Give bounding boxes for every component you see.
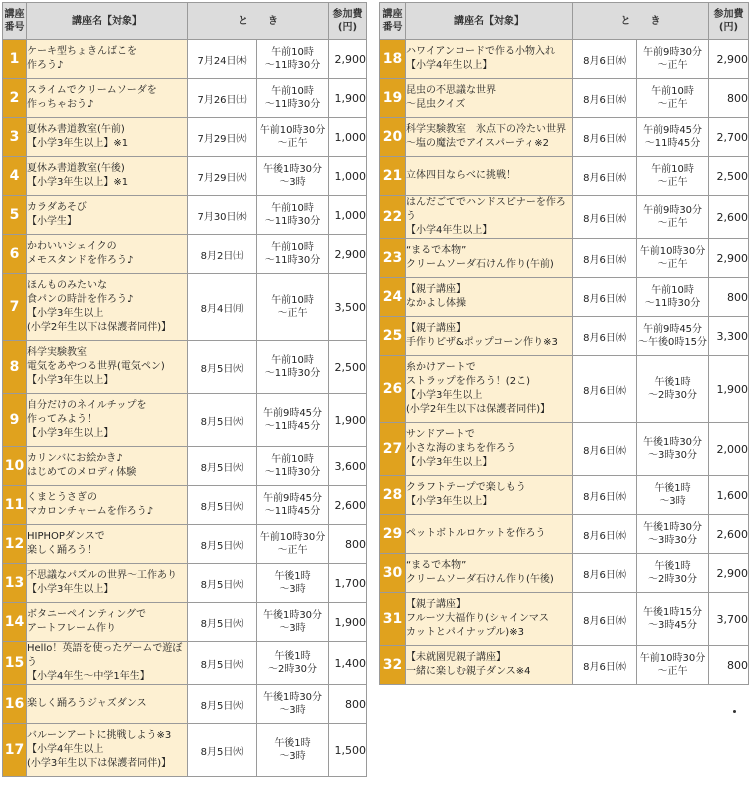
course-number: 25 — [380, 317, 406, 356]
course-date: 8月6日㈬ — [573, 79, 637, 118]
course-date: 8月5日㈫ — [188, 603, 257, 642]
course-fee: 3,700 — [709, 593, 749, 646]
course-time: 午前9時30分 ～正午 — [637, 40, 709, 79]
course-time: 午後1時30分 ～3時 — [257, 685, 329, 724]
course-row — [380, 646, 749, 685]
course-title: ほんものみたいな 食パンの時計を作ろう♪ 【小学3年生以上 (小学2年生以下は保護者同伴)】 — [27, 274, 188, 341]
course-fee: 2,900 — [709, 554, 749, 593]
course-title: 夏休み書道教室(午後) 【小学3年生以上】※1 — [27, 157, 188, 196]
header-row — [380, 3, 749, 40]
course-time: 午前9時45分 ～11時45分 — [257, 394, 329, 447]
course-date: 7月26日㈯ — [188, 79, 257, 118]
course-number: 10 — [3, 447, 27, 486]
course-date: 8月2日㈯ — [188, 235, 257, 274]
course-time: 午前10時30分 ～正午 — [257, 525, 329, 564]
course-title: ボタニーペインティングで アートフレーム作り — [27, 603, 188, 642]
course-date: 8月4日㈪ — [188, 274, 257, 341]
course-number: 27 — [380, 423, 406, 476]
course-number: 32 — [380, 646, 406, 685]
course-fee: 1,000 — [329, 118, 367, 157]
course-number: 8 — [3, 341, 27, 394]
course-fee: 1,600 — [709, 476, 749, 515]
course-fee: 1,000 — [329, 157, 367, 196]
course-time: 午後1時30分 ～3時30分 — [637, 515, 709, 554]
course-time: 午前10時 ～11時30分 — [257, 235, 329, 274]
course-row — [380, 196, 749, 239]
course-title: 不思議なパズルの世界～工作あり 【小学3年生以上】 — [27, 564, 188, 603]
course-number: 1 — [3, 40, 27, 79]
course-title: クラフトテープで楽しもう 【小学3年生以上】 — [406, 476, 573, 515]
header-row — [3, 3, 367, 40]
course-number: 31 — [380, 593, 406, 646]
course-date: 8月6日㈬ — [573, 476, 637, 515]
course-number: 29 — [380, 515, 406, 554]
course-title: 科学実験教室 氷点下の冷たい世界 ～塩の魔法でアイスパーティ※2 — [406, 118, 573, 157]
course-date: 8月5日㈫ — [188, 642, 257, 685]
course-row — [380, 79, 749, 118]
course-number: 24 — [380, 278, 406, 317]
course-title: “まるで本物” クリームソーダ石けん作り(午後) — [406, 554, 573, 593]
course-time: 午前10時 ～11時30分 — [637, 278, 709, 317]
course-date: 8月5日㈫ — [188, 486, 257, 525]
course-row — [3, 196, 367, 235]
course-date: 8月6日㈬ — [573, 196, 637, 239]
header-course: 講座名【対象】 — [27, 3, 188, 40]
course-row — [3, 341, 367, 394]
course-time: 午前10時 ～正午 — [637, 157, 709, 196]
course-row — [3, 525, 367, 564]
course-title: バルーンアートに挑戦しよう※3 【小学4年生以上 (小学3年生以下は保護者同伴)】 — [27, 724, 188, 777]
course-number: 14 — [3, 603, 27, 642]
course-date: 7月24日㈭ — [188, 40, 257, 79]
course-date: 8月5日㈫ — [188, 724, 257, 777]
course-title: HIPHOPダンスで 楽しく踊ろう！ — [27, 525, 188, 564]
course-row — [3, 564, 367, 603]
course-time: 午前10時30分 ～正午 — [637, 239, 709, 278]
course-time: 午後1時 ～3時 — [257, 564, 329, 603]
course-title: カラダあそび 【小学生】 — [27, 196, 188, 235]
course-row — [380, 157, 749, 196]
course-number: 5 — [3, 196, 27, 235]
course-title: Hello！英語を使ったゲームで遊ぼう 【小学4年生～中学1年生】 — [27, 642, 188, 685]
course-row — [380, 317, 749, 356]
course-time: 午後1時 ～3時 — [637, 476, 709, 515]
course-title: ハワイアンコードで作る小物入れ 【小学4年生以上】 — [406, 40, 573, 79]
course-row — [380, 118, 749, 157]
course-date: 7月29日㈫ — [188, 118, 257, 157]
course-row — [3, 447, 367, 486]
course-time: 午後1時15分 ～3時45分 — [637, 593, 709, 646]
header-number: 講座 番号 — [380, 3, 406, 40]
course-time: 午後1時30分 ～3時 — [257, 603, 329, 642]
header-when: と き — [573, 3, 709, 40]
header-fee: 参加費 (円) — [329, 3, 367, 40]
course-row — [3, 724, 367, 777]
course-fee: 2,000 — [709, 423, 749, 476]
course-date: 8月5日㈫ — [188, 341, 257, 394]
course-title: ケーキ型ちょきんばこを 作ろう♪ — [27, 40, 188, 79]
course-fee: 1,700 — [329, 564, 367, 603]
course-row — [380, 278, 749, 317]
course-row — [380, 593, 749, 646]
course-row — [3, 118, 367, 157]
course-title: 立体四目ならべに挑戦！ — [406, 157, 573, 196]
course-title: はんだごてでハンドスピナーを作ろう 【小学4年生以上】 — [406, 196, 573, 239]
course-fee: 2,900 — [709, 40, 749, 79]
course-time: 午前10時30分 ～正午 — [637, 646, 709, 685]
course-number: 13 — [3, 564, 27, 603]
course-time: 午前10時 ～正午 — [257, 274, 329, 341]
course-time: 午前10時 ～11時30分 — [257, 196, 329, 235]
course-fee: 3,300 — [709, 317, 749, 356]
course-title: “まるで本物” クリームソーダ石けん作り(午前) — [406, 239, 573, 278]
header-course: 講座名【対象】 — [406, 3, 573, 40]
course-date: 8月6日㈬ — [573, 40, 637, 79]
course-title: かわいいシェイクの メモスタンドを作ろう♪ — [27, 235, 188, 274]
course-fee: 3,600 — [329, 447, 367, 486]
course-rows-left — [3, 40, 367, 777]
course-title: サンドアートで 小さな海のまちを作ろう 【小学3年生以上】 — [406, 423, 573, 476]
course-title: カリンバにお絵かき♪ はじめてのメロディ体験 — [27, 447, 188, 486]
course-date: 8月6日㈬ — [573, 278, 637, 317]
course-row — [380, 476, 749, 515]
course-title: ペットボトルロケットを作ろう — [406, 515, 573, 554]
course-fee: 2,600 — [329, 486, 367, 525]
course-date: 8月6日㈬ — [573, 423, 637, 476]
course-date: 8月5日㈫ — [188, 685, 257, 724]
header-fee: 参加費 (円) — [709, 3, 749, 40]
stray-dot — [733, 710, 736, 713]
course-number: 28 — [380, 476, 406, 515]
course-fee: 2,900 — [329, 235, 367, 274]
course-row — [380, 515, 749, 554]
course-number: 9 — [3, 394, 27, 447]
course-fee: 2,500 — [329, 341, 367, 394]
course-fee: 1,900 — [329, 79, 367, 118]
course-fee: 1,900 — [709, 356, 749, 423]
course-time: 午後1時 ～2時30分 — [637, 554, 709, 593]
course-fee: 2,700 — [709, 118, 749, 157]
course-title: 【未就園児親子講座】 一緒に楽しむ親子ダンス※4 — [406, 646, 573, 685]
course-fee: 1,900 — [329, 394, 367, 447]
course-fee: 800 — [329, 525, 367, 564]
course-title: 【親子講座】 なかよし体操 — [406, 278, 573, 317]
course-title: くまとうさぎの マカロンチャームを作ろう♪ — [27, 486, 188, 525]
course-date: 8月5日㈫ — [188, 447, 257, 486]
course-time: 午前9時45分 ～11時45分 — [637, 118, 709, 157]
course-date: 8月6日㈬ — [573, 554, 637, 593]
course-date: 8月6日㈬ — [573, 157, 637, 196]
course-table-left — [2, 2, 367, 777]
course-fee: 800 — [709, 79, 749, 118]
course-rows-right — [380, 40, 749, 685]
course-time: 午前9時30分 ～正午 — [637, 196, 709, 239]
course-date: 8月6日㈬ — [573, 356, 637, 423]
course-date: 8月5日㈫ — [188, 525, 257, 564]
course-time: 午前10時 ～11時30分 — [257, 40, 329, 79]
course-number: 6 — [3, 235, 27, 274]
course-table-right — [379, 2, 749, 685]
course-title: 昆虫の不思議な世界 ～昆虫クイズ — [406, 79, 573, 118]
course-row — [3, 642, 367, 685]
course-time: 午前10時 ～11時30分 — [257, 341, 329, 394]
course-date: 8月6日㈬ — [573, 239, 637, 278]
course-time: 午前9時45分 ～11時45分 — [257, 486, 329, 525]
course-fee: 1,900 — [329, 603, 367, 642]
course-number: 23 — [380, 239, 406, 278]
course-title: 夏休み書道教室(午前) 【小学3年生以上】※1 — [27, 118, 188, 157]
course-row — [3, 79, 367, 118]
course-time: 午後1時 ～3時 — [257, 724, 329, 777]
course-title: 【親子講座】 手作りピザ&ポップコーン作り※3 — [406, 317, 573, 356]
course-time: 午前10時 ～11時30分 — [257, 447, 329, 486]
course-date: 8月6日㈬ — [573, 646, 637, 685]
course-date: 8月5日㈫ — [188, 394, 257, 447]
course-date: 8月6日㈬ — [573, 515, 637, 554]
course-row — [3, 157, 367, 196]
course-fee: 2,500 — [709, 157, 749, 196]
course-date: 8月6日㈬ — [573, 118, 637, 157]
course-date: 8月6日㈬ — [573, 593, 637, 646]
course-time: 午後1時 ～2時30分 — [637, 356, 709, 423]
course-date: 8月6日㈬ — [573, 317, 637, 356]
course-title: 楽しく踊ろうジャズダンス — [27, 685, 188, 724]
course-fee: 2,900 — [709, 239, 749, 278]
course-title: 糸かけアートで ストラップを作ろう！(2こ) 【小学3年生以上 (小学2年生以下は保護者同伴)】 — [406, 356, 573, 423]
course-row — [380, 239, 749, 278]
course-row — [3, 235, 367, 274]
course-number: 3 — [3, 118, 27, 157]
course-fee: 2,600 — [709, 196, 749, 239]
course-number: 19 — [380, 79, 406, 118]
course-fee: 800 — [709, 278, 749, 317]
course-time: 午前10時 ～11時30分 — [257, 79, 329, 118]
course-row — [380, 356, 749, 423]
course-fee: 2,900 — [329, 40, 367, 79]
header-when: と き — [188, 3, 329, 40]
course-number: 18 — [380, 40, 406, 79]
course-row — [3, 40, 367, 79]
course-fee: 1,400 — [329, 642, 367, 685]
course-date: 7月29日㈫ — [188, 157, 257, 196]
course-row — [3, 394, 367, 447]
header-number: 講座 番号 — [3, 3, 27, 40]
course-title: 【親子講座】 フルーツ大福作り(シャインマス カットとパイナップル)※3 — [406, 593, 573, 646]
course-number: 15 — [3, 642, 27, 685]
course-row — [380, 40, 749, 79]
course-number: 2 — [3, 79, 27, 118]
course-number: 20 — [380, 118, 406, 157]
course-number: 22 — [380, 196, 406, 239]
course-number: 7 — [3, 274, 27, 341]
course-date: 8月5日㈫ — [188, 564, 257, 603]
course-date: 7月30日㈬ — [188, 196, 257, 235]
course-fee: 2,600 — [709, 515, 749, 554]
course-number: 4 — [3, 157, 27, 196]
course-row — [3, 603, 367, 642]
course-number: 16 — [3, 685, 27, 724]
course-time: 午後1時30分 ～3時 — [257, 157, 329, 196]
course-fee: 1,000 — [329, 196, 367, 235]
course-row — [380, 423, 749, 476]
course-title: 科学実験教室 電気をあやつる世界(電気ペン) 【小学3年生以上】 — [27, 341, 188, 394]
course-title: スライムでクリームソーダを 作っちゃおう♪ — [27, 79, 188, 118]
course-row — [3, 274, 367, 341]
course-fee: 800 — [329, 685, 367, 724]
course-number: 11 — [3, 486, 27, 525]
course-time: 午前10時 ～正午 — [637, 79, 709, 118]
course-time: 午前10時30分 ～正午 — [257, 118, 329, 157]
course-fee: 3,500 — [329, 274, 367, 341]
course-time: 午後1時30分 ～3時30分 — [637, 423, 709, 476]
course-row — [3, 486, 367, 525]
course-number: 12 — [3, 525, 27, 564]
course-fee: 800 — [709, 646, 749, 685]
course-row — [3, 685, 367, 724]
course-number: 21 — [380, 157, 406, 196]
course-number: 30 — [380, 554, 406, 593]
course-fee: 1,500 — [329, 724, 367, 777]
course-row — [380, 554, 749, 593]
course-number: 17 — [3, 724, 27, 777]
course-time: 午前9時45分 ～午後0時15分 — [637, 317, 709, 356]
course-title: 自分だけのネイルチップを 作ってみよう！ 【小学3年生以上】 — [27, 394, 188, 447]
course-number: 26 — [380, 356, 406, 423]
course-time: 午後1時 ～2時30分 — [257, 642, 329, 685]
